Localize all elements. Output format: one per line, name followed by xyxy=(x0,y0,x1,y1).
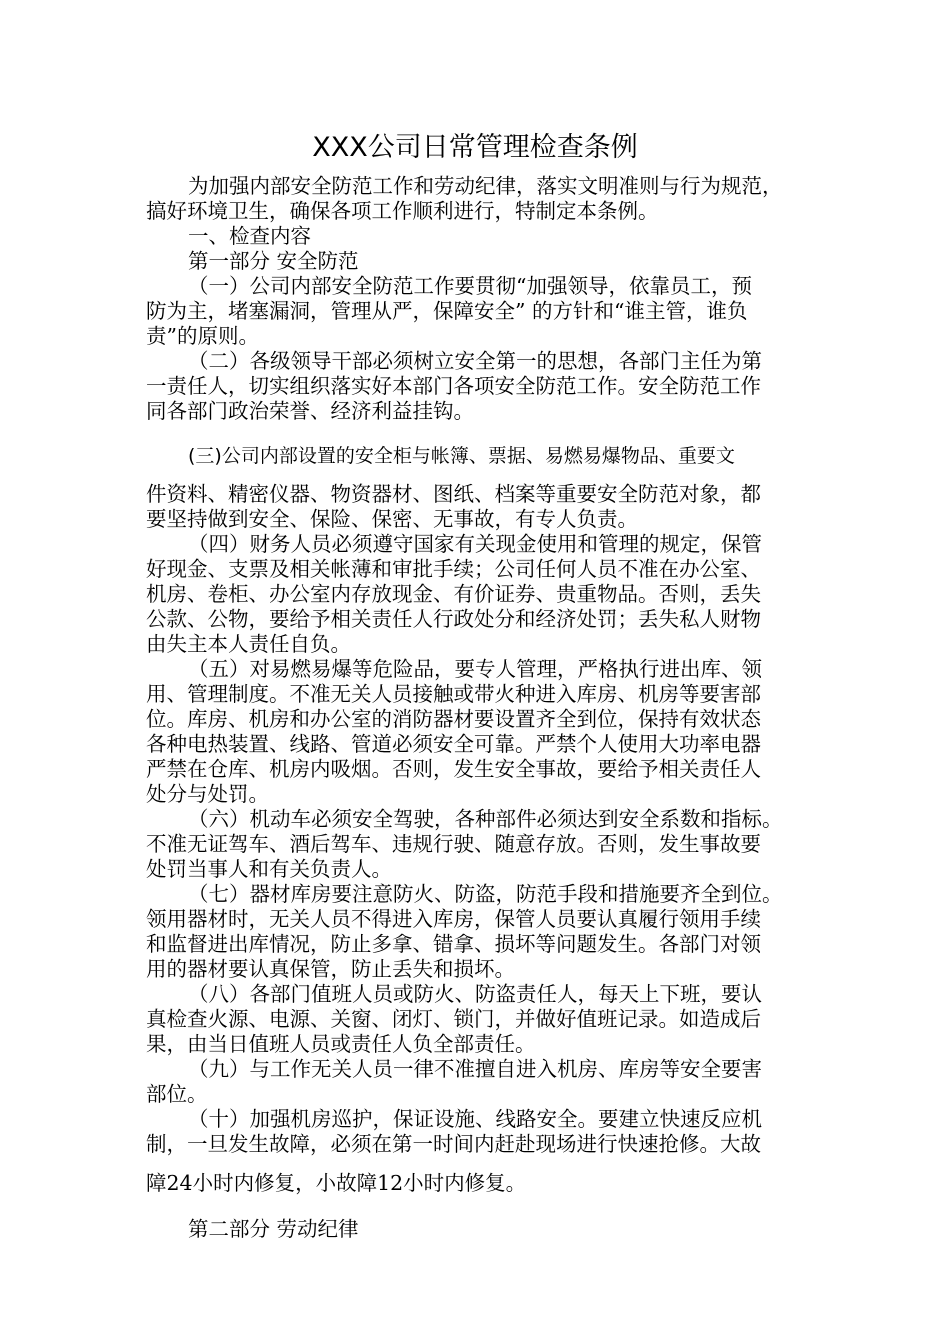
paragraph-item-2 xyxy=(146,349,806,424)
paragraph-item-9 xyxy=(146,1057,806,1107)
paragraph-item-3 xyxy=(146,436,806,532)
text-line: 各种电热装置、线路、管道必须安全可靠。严禁个人使用大功率电器 xyxy=(146,732,761,756)
text-line: 真检查火源、电源、关窗、闭灯、锁门，并做好值班记录。如造成后 xyxy=(146,1007,761,1031)
text-line: 要坚持做到安全、保险、保密、无事故，有专人负责。 xyxy=(146,507,638,531)
paragraph-item-8 xyxy=(146,982,806,1057)
document-title: XXX公司日常管理检查条例 xyxy=(312,132,638,163)
text-line: 同各部门政治荣誉、经济利益挂钩。 xyxy=(146,399,474,423)
text-line: （六）机动车必须安全驾驶，各种部件必须达到安全系数和指标。 xyxy=(188,807,783,831)
text-line: 障24小时内修复，小故障12小时内修复。 xyxy=(146,1171,527,1195)
text-line: （一）公司内部安全防范工作要贯彻“加强领导，依靠员工，预 xyxy=(188,274,752,298)
document-body xyxy=(146,174,806,1242)
text-line: 为加强内部安全防范工作和劳动纪律，落实文明准则与行为规范， xyxy=(188,174,783,198)
text-line: 和监督进出库情况，防止多拿、错拿、损坏等问题发生。各部门对领 xyxy=(146,932,761,956)
text-line: 领用器材时，无关人员不得进入库房，保管人员要认真履行领用手续 xyxy=(146,907,761,931)
text-line: 责”的原则。 xyxy=(146,324,259,348)
part-heading-2 xyxy=(146,1217,806,1242)
paragraph-intro xyxy=(146,174,806,224)
text-line: 一、检查内容 xyxy=(188,224,311,248)
text-line: 位。库房、机房和办公室的消防器材要设置齐全到位，保持有效状态 xyxy=(146,707,761,731)
text-line: (三)公司内部设置的安全柜与帐簿、票据、易燃易爆物品、重要文 xyxy=(188,445,735,467)
part-heading xyxy=(146,249,806,274)
paragraph-item-4 xyxy=(146,532,806,657)
text-line: 由失主本人责任自负。 xyxy=(146,632,351,656)
text-line: 件资料、精密仪器、物资器材、图纸、档案等重要安全防范对象，都 xyxy=(146,482,761,506)
paragraph-item-6 xyxy=(146,807,806,882)
text-line: 防为主，堵塞漏洞，管理从严，保障安全” 的方针和“谁主管，谁负 xyxy=(146,299,748,323)
section-heading xyxy=(146,224,806,249)
text-line: 机房、卷柜、办公室内存放现金、有价证券、贵重物品。否则，丢失 xyxy=(146,582,761,606)
text-line: 公款、公物，要给予相关责任人行政处分和经济处罚；丢失私人财物 xyxy=(146,607,761,631)
text-line: （七）器材库房要注意防火、防盗，防范手段和措施要齐全到位。 xyxy=(188,882,783,906)
text-line: 第二部分 劳动纪律 xyxy=(188,1217,359,1241)
text-line: 制，一旦发生故障，必须在第一时间内赶赴现场进行快速抢修。大故 xyxy=(146,1132,761,1156)
text-line: （二）各级领导干部必须树立安全第一的思想，各部门主任为第 xyxy=(188,349,762,373)
text-line: 不准无证驾车、酒后驾车、违规行驶、随意存放。否则，发生事故要 xyxy=(146,832,761,856)
paragraph-item-7 xyxy=(146,882,806,982)
text-line: 搞好环境卫生，确保各项工作顺利进行，特制定本条例。 xyxy=(146,199,659,223)
paragraph-item-1 xyxy=(146,274,806,349)
text-line: 果，由当日值班人员或责任人负全部责任。 xyxy=(146,1032,536,1056)
text-line: 第一部分 安全防范 xyxy=(188,249,359,273)
text-line: （九）与工作无关人员一律不准擅自进入机房、库房等安全要害 xyxy=(188,1057,762,1081)
text-line: （五）对易燃易爆等危险品，要专人管理，严格执行进出库、领 xyxy=(188,657,762,681)
paragraph-item-5 xyxy=(146,657,806,807)
text-line: 用的器材要认真保管，防止丢失和损坏。 xyxy=(146,957,515,981)
text-line: 部位。 xyxy=(146,1082,208,1106)
text-line: （十）加强机房巡护，保证设施、线路安全。要建立快速反应机 xyxy=(188,1107,762,1131)
text-line: （八）各部门值班人员或防火、防盗责任人，每天上下班，要认 xyxy=(188,982,762,1006)
text-line: （四）财务人员必须遵守国家有关现金使用和管理的规定，保管 xyxy=(188,532,762,556)
text-line: 处分与处罚。 xyxy=(146,782,269,806)
text-line: 好现金、支票及相关帐薄和审批手续；公司任何人员不准在办公室、 xyxy=(146,557,761,581)
text-line: 一责任人，切实组织落实好本部门各项安全防范工作。安全防范工作 xyxy=(146,374,761,398)
paragraph-item-10 xyxy=(146,1107,806,1203)
text-line: 用、管理制度。不准无关人员接触或带火种进入库房、机房等要害部 xyxy=(146,682,761,706)
text-line: 处罚当事人和有关负责人。 xyxy=(146,857,392,881)
text-line: 严禁在仓库、机房内吸烟。否则，发生安全事故，要给予相关责任人 xyxy=(146,757,761,781)
